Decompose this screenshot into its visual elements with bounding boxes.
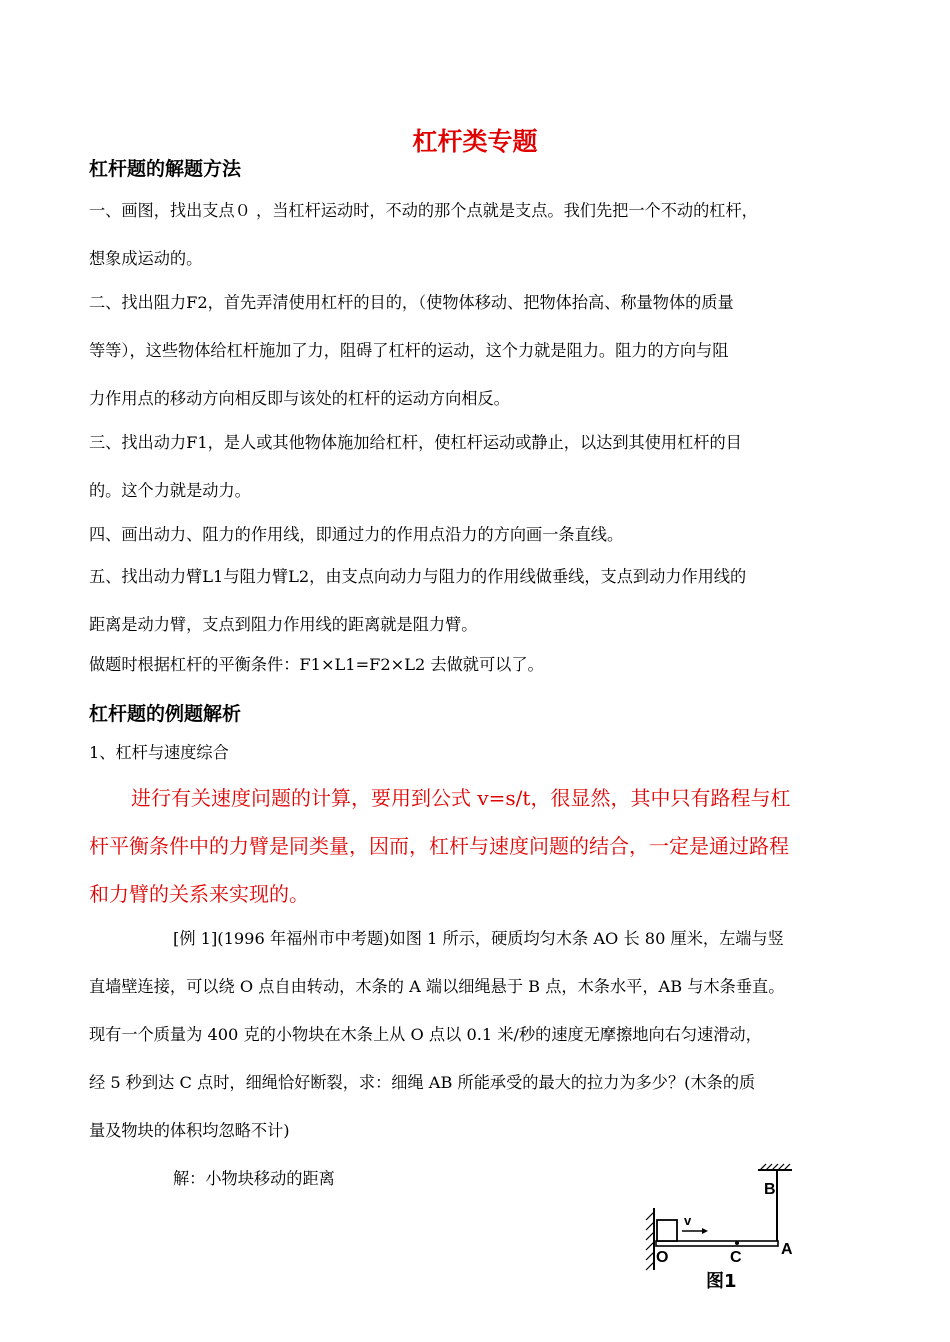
label-v: v	[684, 1213, 692, 1228]
example-line2: 直墙壁连接，可以绕 O 点自由转动，木条的 A 端以细绳悬于 B 点，木条水平，AB 与木条垂直。	[89, 977, 785, 996]
point-c-marker	[735, 1241, 739, 1245]
label-b: B	[764, 1181, 776, 1198]
subsection-title: 1、杠杆与速度综合	[89, 743, 229, 762]
section-heading-examples: 杠杆题的例题解析	[89, 703, 242, 725]
section-heading-method: 杠杆题的解题方法	[89, 158, 242, 180]
step5-line1: 五、找出动力臂L1与阻力臂L2，由支点向动力与阻力的作用线做垂线，支点到动力作用线的	[89, 567, 747, 586]
arrow-head-icon	[702, 1228, 708, 1234]
sliding-block	[657, 1220, 677, 1241]
page-title: 杠杆类专题	[412, 127, 538, 156]
label-c: C	[730, 1249, 742, 1266]
label-o: O	[656, 1249, 669, 1266]
example-line5: 量及物块的体积均忽略不计)	[89, 1121, 290, 1140]
step5-line2: 距离是动力臂，支点到阻力作用线的距离就是阻力臂。	[89, 615, 478, 634]
step3-line1: 三、找出动力F1，是人或其他物体施加给杠杆，使杠杆运动或静止，以达到其使用杠杆的目	[89, 433, 742, 452]
step1-line1: 一、画图，找出支点０ ，当杠杆运动时，不动的那个点就是支点。我们先把一个不动的杠杆，	[89, 201, 758, 220]
step4-line1: 四、画出动力、阻力的作用线，即通过力的作用点沿力的方向画一条直线。	[89, 525, 624, 544]
example-line4: 经 5 秒到达 C 点时，细绳恰好断裂，求：细绳 AB 所能承受的最大的拉力为多少？(木条的质	[89, 1073, 756, 1092]
lever-figure	[640, 1162, 800, 1297]
step2-line2: 等等），这些物体给杠杆施加了力，阻碍了杠杆的运动，这个力就是阻力。阻力的方向与阻	[89, 341, 729, 360]
wall-hatch	[646, 1212, 654, 1270]
step2-line3: 力作用点的移动方向相反即与该处的杠杆的运动方向相反。	[89, 389, 510, 408]
figure-caption: 图1	[706, 1271, 737, 1292]
step2-line1: 二、找出阻力F2，首先弄清使用杠杆的目的，（使物体移动、把物体抬高、称量物体的质量	[89, 293, 734, 312]
example-line1: [例 1](1996 年福州市中考题)如图 1 所示，硬质均匀木条 AO 长 80 厘米，左端与竖	[173, 929, 784, 948]
step1-line2: 想象成运动的。	[89, 249, 203, 268]
balance-summary: 做题时根据杠杆的平衡条件：F1×L1=F2×L2 去做就可以了。	[89, 655, 544, 674]
solution-line: 解：小物块移动的距离	[173, 1169, 335, 1188]
example-line3: 现有一个质量为 400 克的小物块在木条上从 O 点以 0.1 米/秒的速度无摩擦地向右匀速滑动，	[89, 1025, 762, 1044]
intro-line1: 进行有关速度问题的计算，要用到公式 v=s/t，很显然，其中只有路程与杠	[131, 786, 791, 810]
intro-line3: 和力臂的关系来实现的。	[89, 882, 309, 906]
step3-line2: 的。这个力就是动力。	[89, 481, 251, 500]
intro-line2: 杆平衡条件中的力臂是同类量，因而，杠杆与速度问题的结合，一定是通过路程	[89, 834, 789, 858]
label-a: A	[781, 1241, 793, 1258]
